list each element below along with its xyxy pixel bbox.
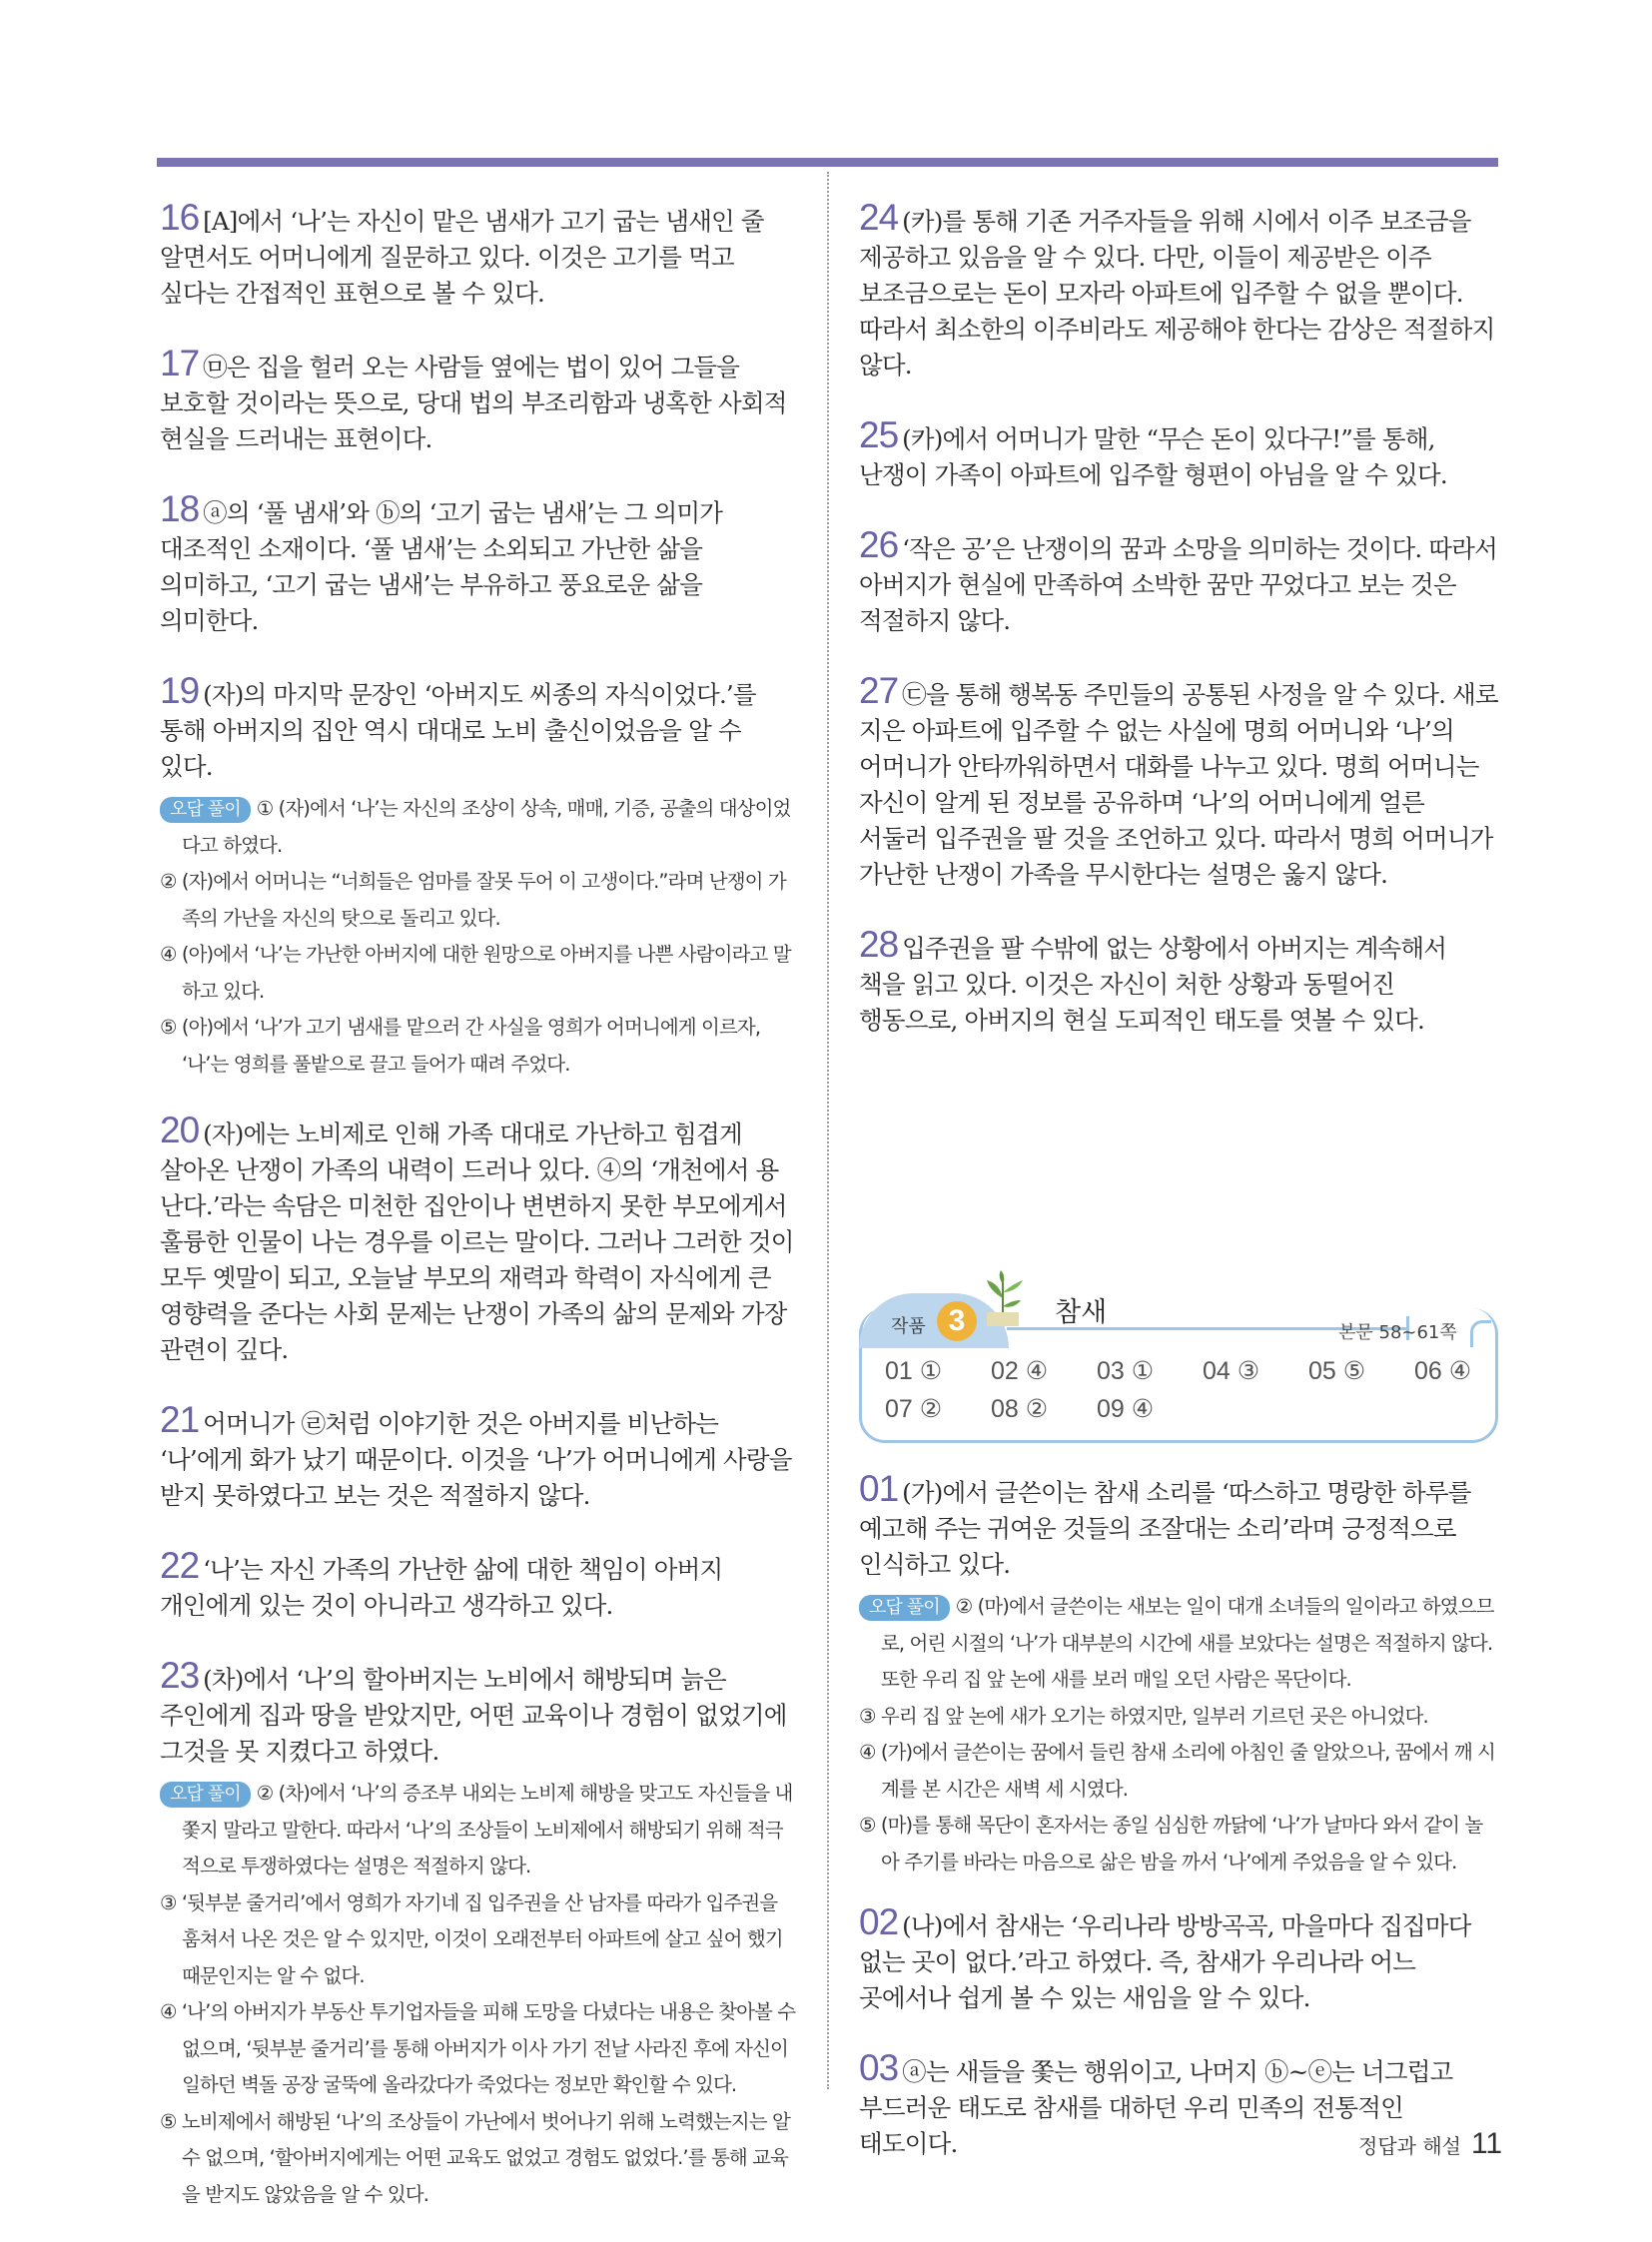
answer-18: 18 ⓐ의 ‘풀 냄새’와 ⓑ의 ‘고기 굽는 냄새’는 그 의미가 대조적인 소재이다. ‘풀 냄새’는 소외되고 가난한 삶을 의미하고, ‘고기 굽는 냄새’는 부유하고 풍요로운 삶을 의미한다. [160, 488, 723, 635]
work-box-hook [1470, 1320, 1491, 1347]
answer-26: 26 ‘작은 공’은 난쟁이의 꿈과 소망을 의미하는 것이다. 따라서 아버지가 현실에 만족하여 소박한 꿈만 꾸었다고 보는 것은 적절하지 않다. [859, 524, 1497, 635]
header-rule [157, 158, 1498, 167]
plant-icon [979, 1268, 1027, 1328]
wrong-note: ③ ‘뒷부분 줄거리’에서 영희가 자기네 집 입주권을 산 남자를 따라가 입주권을 훔쳐서 나온 것은 알 수 있지만, 이것이 오래전부터 아파트에 살고 싶어 했기 때문인지는 알 수 없다. [160, 1890, 783, 1987]
work-tag: 작품 [891, 1316, 926, 1337]
work-answer-03: 03 ⓐ는 새들을 쫓는 행위이고, 나머지 ⓑ~ⓔ는 너그럽고 부드러운 태도로 참새를 대하던 우리 민족의 전통적인 태도이다. [859, 2047, 1453, 2158]
answer-22: 22 ‘나’는 자신 가족의 가난한 삶에 대한 책임이 아버지 개인에게 있는 것이 아니라고 생각하고 있다. [160, 1545, 723, 1620]
answer-key-row [885, 1356, 1484, 1394]
answer-24: 24 (카)를 통해 기존 거주자들을 위해 시에서 이주 보조금을 제공하고 있음을 알 수 있다. 다만, 이들이 제공받은 이주 보조금으로는 돈이 모자라 아파트에 입주할 수 없을 뿐이다. 따라서 최소한의 이주비라도 제공해야 한다는 감상은 적절하지 않다. [859, 197, 1495, 379]
answer-27: 27 ㉢을 통해 행복동 주민들의 공통된 사정을 알 수 있다. 새로 지은 아파트에 입주할 수 없는 사실에 명희 어머니와 ‘나’의 어머니가 안타까워하면서 대화를 나누고 있다. 명희 어머니는 자신이 알게 된 정보를 공유하며 ‘나’의 어머니에게 얼른 서둘러 입주권을 팔 것을 조언하고 있다. 따라서 명희 어머니가 가난한 난쟁이 가족을 무시한다는 설명은 옳지 않다. [859, 670, 1498, 889]
wrong-note: 오답 풀이 ② (차)에서 ‘나’의 증조부 내외는 노비제 해방을 맞고도 자신들을 내쫓지 말라고 말한다. 따라서 ‘나’의 조상들이 노비제에서 해방되기 위해 적극적으로 투쟁하였다는 설명은 적절하지 않다. [160, 1776, 799, 1885]
work-answer-box [859, 1268, 1498, 1443]
work-answer-01-wrong-explanations [859, 1589, 1498, 1880]
page-number: 11 [1470, 2127, 1503, 2160]
column-divider [827, 172, 829, 2089]
answer-17: 17 ㉤은 집을 헐러 오는 사람들 옆에는 법이 있어 그들을 보호할 것이라는 뜻으로, 당대 법의 부조리함과 냉혹한 사회적 현실을 드러내는 표현이다. [160, 343, 787, 453]
left-column [160, 197, 799, 2213]
answer-key-item: 02 ④ [991, 1357, 1049, 1385]
answer-key-row [885, 1394, 1484, 1432]
work-page-range: 본문 58~61쪽 [1338, 1322, 1457, 1343]
answer-28: 28 입주권을 팔 수밖에 없는 상황에서 아버지는 계속해서 책을 읽고 있다. 이것은 자신이 처한 상황과 동떨어진 행동으로, 아버지의 현실 도피적인 태도를 엿볼 수 있다. [859, 924, 1447, 1035]
answer-key-item: 05 ⑤ [1308, 1357, 1366, 1385]
wrong-note-badge: 오답 풀이 [160, 797, 251, 823]
answer-key-item: 04 ③ [1203, 1357, 1260, 1385]
wrong-note: ④ (아)에서 ‘나’는 가난한 아버지에 대한 원망으로 아버지를 나쁜 사람이라고 말하고 있다. [160, 943, 791, 1003]
footer-label: 정답과 해설 [1358, 2134, 1461, 2158]
wrong-note-badge: 오답 풀이 [859, 1595, 950, 1621]
wrong-note: ④ ‘나’의 아버지가 부동산 투기업자들을 피해 도망을 다녔다는 내용은 찾아볼 수 없으며, ‘뒷부분 줄거리’를 통해 아버지가 이사 가기 전날 사라진 후에 자신이 일하던 벽돌 공장 굴뚝에 올라갔다가 죽었다는 정보만 확인할 수 있다. [160, 2000, 796, 2096]
answer-key-item: 03 ① [1097, 1357, 1155, 1385]
answer-key-item: 01 ① [885, 1357, 943, 1385]
wrong-note: ⑤ (마)를 통해 목단이 혼자서는 종일 심심한 까닭에 ‘나’가 날마다 와서 같이 놀아 주기를 바라는 마음으로 삶은 밤을 까서 ‘나’에게 주었음을 알 수 있다. [859, 1814, 1483, 1873]
wrong-note: 오답 풀이 ② (마)에서 글쓴이는 새보는 일이 대개 소녀들의 일이라고 하였으므로, 어린 시절의 ‘나’가 대부분의 시간에 새를 보았다는 설명은 적절하지 않다. 또한 우리 집 앞 논에 새를 보러 매일 오던 사람은 목단이다. [859, 1589, 1498, 1699]
answer-key-item: 06 ④ [1414, 1357, 1472, 1385]
answer-key-item: 09 ④ [1097, 1395, 1155, 1423]
answer-key-item: 08 ② [991, 1395, 1049, 1423]
wrong-note: 오답 풀이 ① (자)에서 ‘나’는 자신의 조상이 상속, 매매, 기증, 공출의 대상이었다고 하였다. [160, 791, 799, 864]
wrong-note-badge: 오답 풀이 [160, 1782, 251, 1808]
answer-19-wrong-explanations [160, 791, 799, 1083]
work-number-badge: 3 [937, 1301, 977, 1341]
wrong-note: ② (자)에서 어머니는 “너희들은 엄마를 잘못 두어 이 고생이다.”라며 난쟁이 가족의 가난을 자신의 탓으로 돌리고 있다. [160, 870, 786, 930]
answer-23: 23 (차)에서 ‘나’의 할아버지는 노비에서 해방되며 늙은 주인에게 집과 땅을 받았지만, 어떤 교육이나 경험이 없었기에 그것을 못 지켰다고 하였다. [160, 1655, 787, 1766]
page-footer [1358, 2127, 1502, 2161]
right-column [859, 197, 1498, 2196]
answer-23-wrong-explanations [160, 1776, 799, 2213]
wrong-note: ③ 우리 집 앞 논에 새가 오기는 하였지만, 일부러 기르던 곳은 아니었다. [859, 1704, 1428, 1728]
wrong-note: ④ (가)에서 글쓴이는 꿈에서 들린 참새 소리에 아침인 줄 알았으나, 꿈에서 깨 시계를 본 시간은 새벽 세 시였다. [859, 1741, 1495, 1801]
answer-key-item: 07 ② [885, 1395, 943, 1423]
wrong-note: ⑤ 노비제에서 해방된 ‘나’의 조상들이 가난에서 벗어나기 위해 노력했는지는 알 수 없으며, ‘할아버지에게는 어떤 교육도 없었고 경험도 없었다.’를 통해 교육을 받지도 않았음을 알 수 있다. [160, 2109, 790, 2206]
work-title: 참새 [1055, 1297, 1108, 1328]
answer-16: 16 [A]에서 ‘나’는 자신이 맡은 냄새가 고기 굽는 냄새인 줄 알면서도 어머니에게 질문하고 있다. 이것은 고기를 먹고 싶다는 간접적인 표현으로 볼 수 있다. [160, 197, 764, 308]
work-answer-01: 01 (가)에서 글쓴이는 참새 소리를 ‘따스하고 명랑한 하루를 예고해 주는 귀여운 것들의 조잘대는 소리’라며 긍정적으로 인식하고 있다. [859, 1468, 1471, 1579]
answer-key [885, 1356, 1484, 1432]
answer-25: 25 (카)에서 어머니가 말한 “무슨 돈이 있다구!”를 통해, 난쟁이 가족이 아파트에 입주할 형편이 아님을 알 수 있다. [859, 414, 1447, 489]
answer-19: 19 (자)의 마지막 문장인 ‘아버지도 씨종의 자식이었다.’를 통해 아버지의 집안 역시 대대로 노비 출신이었음을 알 수 있다. [160, 670, 756, 781]
wrong-note: ⑤ (아)에서 ‘나’가 고기 냄새를 맡으러 간 사실을 영희가 어머니에게 이르자, ‘나’는 영희를 풀밭으로 끌고 들어가 때려 주었다. [160, 1016, 761, 1076]
answer-21: 21 어머니가 ㉣처럼 이야기한 것은 아버지를 비난하는 ‘나’에게 화가 났기 때문이다. 이것을 ‘나’가 어머니에게 사랑을 받지 못하였다고 보는 것은 적절하지 않다. [160, 1399, 792, 1510]
answer-20: 20 (자)에는 노비제로 인해 가족 대대로 가난하고 힘겹게 살아온 난쟁이 가족의 내력이 드러나 있다. ④의 ‘개천에서 용 난다.’라는 속담은 미천한 집안이나 변변하지 못한 부모에게서 훌륭한 인물이 나는 경우를 이르는 말이다. 그러나 그러한 것이 모두 옛말이 되고, 오늘날 부모의 재력과 학력이 자식에게 큰 영향력을 준다는 사회 문제는 난쟁이 가족의 삶의 문제와 가장 관련이 깊다. [160, 1110, 794, 1364]
work-answer-02: 02 (나)에서 참새는 ‘우리나라 방방곡곡, 마을마다 집집마다 없는 곳이 없다.’라고 하였다. 즉, 참새가 우리나라 어느 곳에서나 쉽게 볼 수 있는 새임을 알 수 있다. [859, 1901, 1471, 2012]
